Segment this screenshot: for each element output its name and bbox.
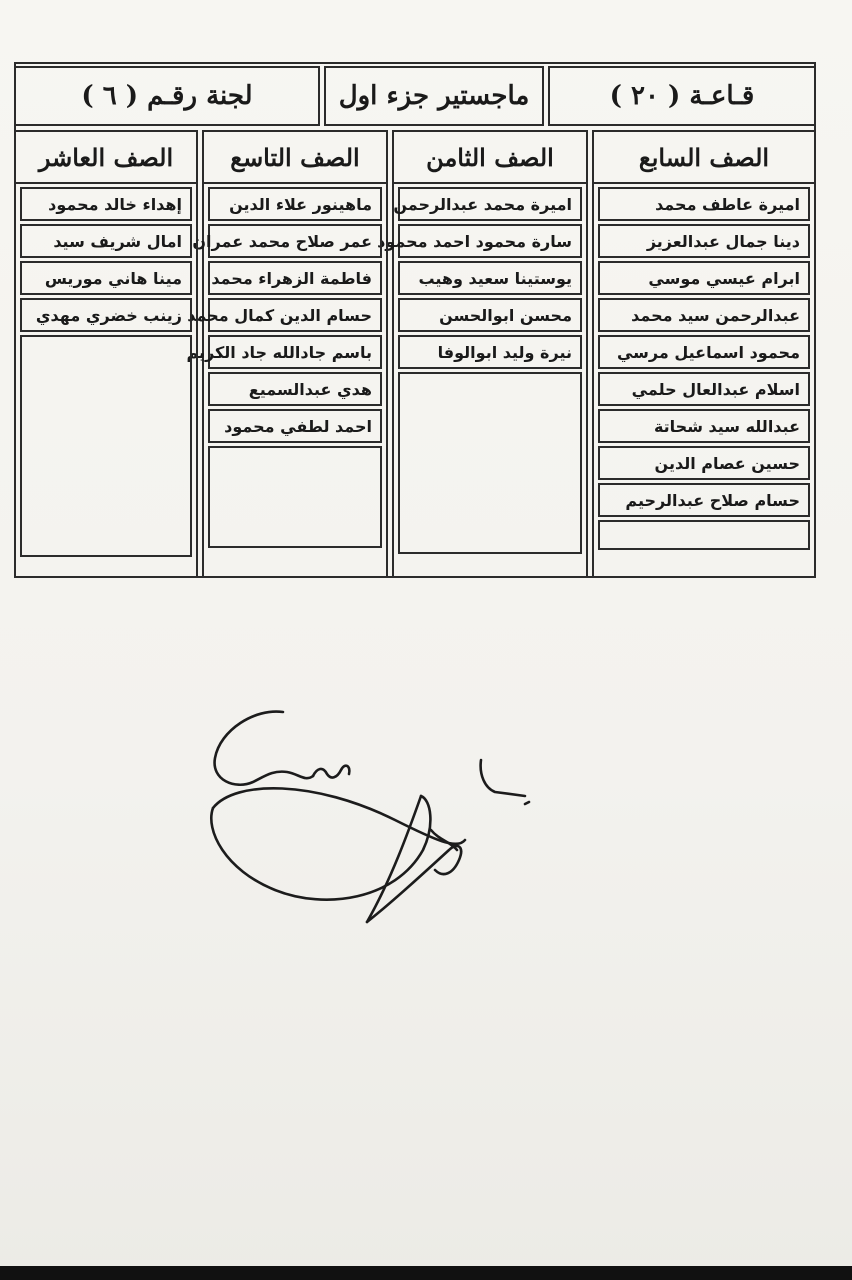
student-name: باسم جادالله جاد الكريم bbox=[208, 335, 382, 369]
column-header: الصف السابع bbox=[594, 132, 814, 184]
hall-number-box bbox=[548, 66, 816, 126]
column-header: الصف العاشر bbox=[16, 132, 196, 184]
student-name: احمد لطفي محمود bbox=[208, 409, 382, 443]
student-name: محسن ابوالحسن bbox=[398, 298, 582, 332]
hall-number: قـاعـة ( ٢٠ ) bbox=[609, 81, 755, 111]
empty-cell bbox=[20, 335, 192, 557]
column-grade-7 bbox=[592, 130, 816, 578]
student-name: حسام الدين كمال محمد bbox=[208, 298, 382, 332]
subject-box bbox=[324, 66, 544, 126]
student-name: هدي عبدالسميع bbox=[208, 372, 382, 406]
student-name: حسين عصام الدين bbox=[598, 446, 810, 480]
committee-number: لجنة رقـم ( ٦ ) bbox=[81, 81, 253, 111]
student-name: دينا جمال عبدالعزيز bbox=[598, 224, 810, 258]
column-grade-10 bbox=[14, 130, 198, 578]
student-name: مينا هاني موريس bbox=[20, 261, 192, 295]
student-name: إهداء خالد محمود bbox=[20, 187, 192, 221]
column-grade-8 bbox=[377, 130, 588, 578]
student-name: محمود اسماعيل مرسي bbox=[598, 335, 810, 369]
student-name: اميرة محمد عبدالرحمن bbox=[398, 187, 582, 221]
scan-edge bbox=[0, 1266, 852, 1280]
subject-title: ماجستير جزء اول bbox=[338, 81, 530, 111]
student-name: حسام صلاح عبدالرحيم bbox=[598, 483, 810, 517]
empty-cell bbox=[598, 520, 810, 550]
student-name: ابرام عيسي موسي bbox=[598, 261, 810, 295]
empty-cell bbox=[398, 372, 582, 554]
handwritten-signature bbox=[195, 700, 555, 940]
student-name: فاطمة الزهراء محمد bbox=[208, 261, 382, 295]
student-name: اسلام عبدالعال حلمي bbox=[598, 372, 810, 406]
empty-cell bbox=[208, 446, 382, 548]
student-name: عبدالرحمن سيد محمد bbox=[598, 298, 810, 332]
column-header: الصف الثامن bbox=[394, 132, 586, 184]
student-name: سارة محمود احمد محمود bbox=[398, 224, 582, 258]
column-grade-9 bbox=[186, 130, 388, 578]
student-name: يوستينا سعيد وهيب bbox=[398, 261, 582, 295]
column-header: الصف التاسع bbox=[204, 132, 386, 184]
student-name: اميرة عاطف محمد bbox=[598, 187, 810, 221]
committee-box bbox=[14, 66, 320, 126]
student-name: نيرة وليد ابوالوفا bbox=[398, 335, 582, 369]
student-name: عبدالله سيد شحاتة bbox=[598, 409, 810, 443]
student-name: زينب خضري مهدي bbox=[20, 298, 192, 332]
student-name: عمر صلاح محمد عمران bbox=[208, 224, 382, 258]
student-name: ماهينور علاء الدين bbox=[208, 187, 382, 221]
student-name: امال شريف سيد bbox=[20, 224, 192, 258]
